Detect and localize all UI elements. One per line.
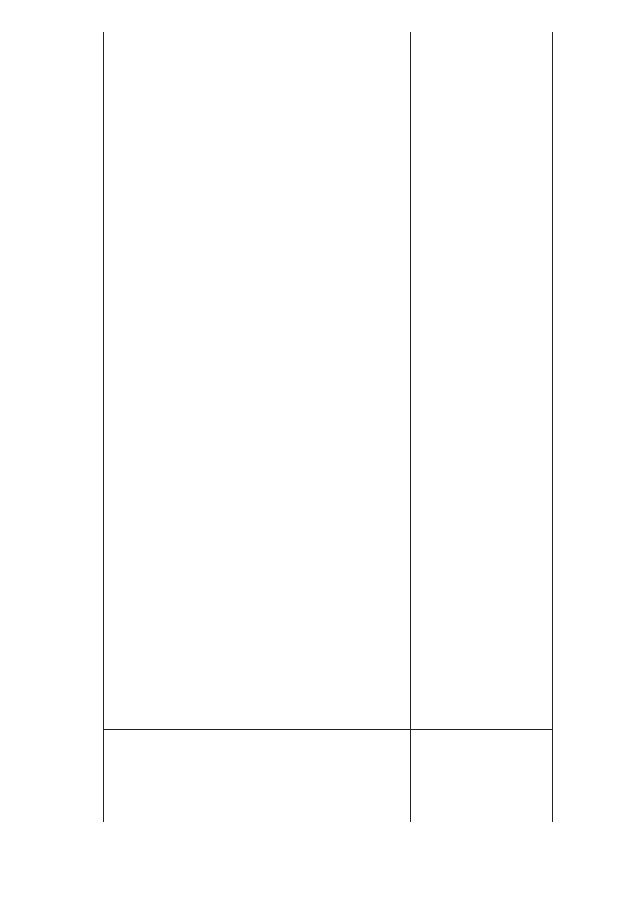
column-divider xyxy=(103,729,553,730)
table-border-bottom xyxy=(552,32,553,822)
row-divider xyxy=(410,32,411,822)
rotated-table xyxy=(103,32,553,822)
table-border-top xyxy=(103,32,104,822)
